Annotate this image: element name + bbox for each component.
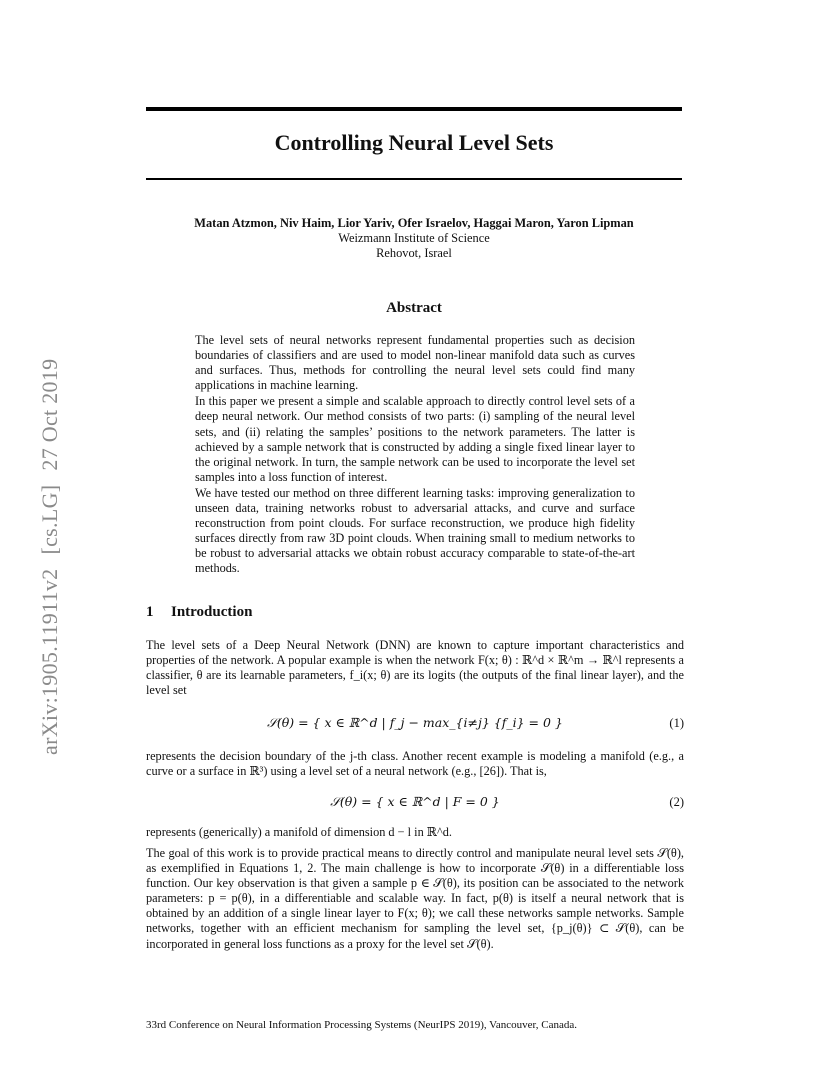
- title-rule-bottom: [146, 178, 682, 180]
- title-rule-top: [146, 107, 682, 111]
- location: Rehovot, Israel: [376, 246, 452, 260]
- abstract-paragraph: The level sets of neural networks represent fundamental properties such as decision boundaries of classifiers and are used to model non-linear manifold data such as curves and surfaces. Thus, methods for controlling the neural level sets could find many applications in machine learning.: [195, 333, 635, 393]
- section-number: 1: [146, 604, 154, 620]
- author-list: Matan Atzmon, Niv Haim, Lior Yariv, Ofer Israelov, Haggai Maron, Yaron Lipman: [194, 216, 634, 230]
- intro-paragraph-2: [146, 749, 684, 779]
- paper-title: Controlling Neural Level Sets: [274, 130, 554, 155]
- paragraph-text: The level sets of a Deep Neural Network (DNN) are known to capture important characteristics and properties of the network. A popular example is when the network F(x; θ) : ℝ^d × ℝ^m → ℝ^l represents a classifier, θ are its learnable parameters, f_i(x; θ) are its logits (the outputs of the final linear layer), and the level set: [146, 638, 684, 698]
- intro-paragraph-1: [146, 638, 684, 698]
- equation-expression: 𝒮(θ) = { x ∈ ℝ^d | f_j − max_{i≠j} {f_i} = 0 }: [267, 715, 563, 730]
- abstract-paragraph: In this paper we present a simple and scalable approach to directly control level sets of a deep neural network. Our method consists of two parts: (i) sampling of the neural level sets, and (ii) relating the samples’ positions to the network parameters. The latter is achieved by a sample network that is constructed by adding a single fixed linear layer to the original network. In turn, the sample network can be used to incorporate the level set samples into a loss function of interest.: [195, 394, 635, 484]
- arxiv-id: arXiv:1905.11911v2: [37, 568, 62, 755]
- abstract-heading: Abstract: [386, 300, 442, 316]
- intro-paragraph-4: [146, 846, 684, 952]
- intro-paragraph-3: [146, 825, 684, 840]
- arxiv-category: [cs.LG]: [37, 484, 62, 555]
- equation-number: (2): [669, 795, 684, 809]
- arxiv-date: 27 Oct 2019: [37, 358, 62, 471]
- paragraph-text: The goal of this work is to provide practical means to directly control and manipulate neural level sets 𝒮(θ), as exemplified in Equations 1, 2. The main challenge is how to incorporate 𝒮(θ) in a differentiable loss function. Our key observation is that given a sample p ∈ 𝒮(θ), its position can be associated to the network parameters: p = p(θ), in a differentiable and scalable way. In fact, p(θ) is itself a neural network that is obtained by an addition of a single linear layer to F(x; θ); we call these networks sample networks. Sample networks, together with an efficient mechanism for sampling the level set, {p_j(θ)} ⊂ 𝒮(θ), can be incorporated in general loss functions as a proxy for the level set 𝒮(θ).: [146, 846, 684, 951]
- equation-2: [146, 785, 684, 819]
- equation-expression: 𝒮(θ) = { x ∈ ℝ^d | F = 0 }: [330, 794, 500, 809]
- abstract-body: [195, 333, 635, 578]
- paragraph-text: represents the decision boundary of the j-th class. Another recent example is modeling a manifold (e.g., a curve or a surface in ℝ³) using a level set of a neural network (e.g., [26]). That is,: [146, 749, 684, 779]
- equation-number: (1): [669, 716, 684, 730]
- author-block: [146, 216, 682, 261]
- affiliation: Weizmann Institute of Science: [338, 231, 490, 245]
- paragraph-text: represents (generically) a manifold of dimension d − l in ℝ^d.: [146, 825, 453, 839]
- conference-footnote: 33rd Conference on Neural Information Processing Systems (NeurIPS 2019), Vancouver, Canada.: [146, 1019, 578, 1031]
- section-heading-introduction: [146, 604, 252, 621]
- arxiv-identifier-stamp: [37, 359, 63, 755]
- section-title: Introduction: [171, 604, 253, 620]
- abstract-paragraph: We have tested our method on three different learning tasks: improving generalization to unseen data, training networks robust to adversarial attacks, and curve and surface reconstruction from point clouds. For surface reconstruction, we produce high fidelity surfaces directly from raw 3D point clouds. When training small to medium networks to be robust to adversarial attacks we obtain robust accuracy comparable to state-of-the-art methods.: [195, 485, 635, 576]
- equation-1: [146, 706, 684, 740]
